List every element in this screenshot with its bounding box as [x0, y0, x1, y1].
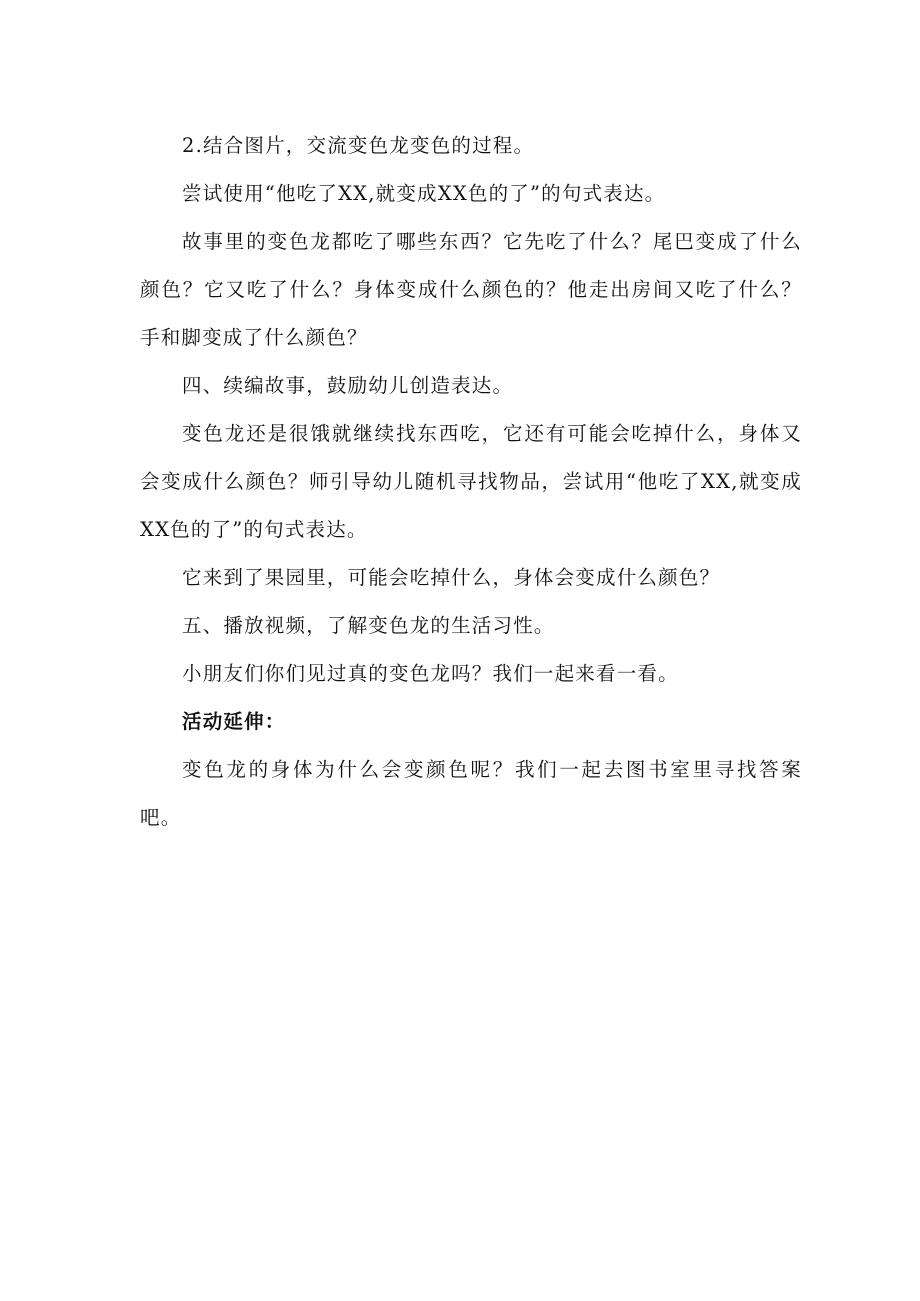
paragraph-orchard: 它来到了果园里，可能会吃掉什么，身体会变成什么颜色？: [182, 566, 721, 589]
section-heading-4: 四、续编故事，鼓励幼儿创造表达。: [182, 374, 514, 397]
paragraph-story-questions: 故事里的变色龙都吃了哪些东西？它先吃了什么？尾巴变成了什么颜色？它又吃了什么？身体变成什么颜色的？他走出房间又吃了什么？手和脚变成了什么颜色？: [140, 230, 802, 349]
paragraph-video: 小朋友们你们见过真的变色龙吗？我们一起来看一看。: [182, 662, 679, 685]
activity-extension-heading: 活动延伸：: [182, 710, 286, 733]
paragraph-continue-story: 变色龙还是很饿就继续找东西吃，它还有可能会吃掉什么，身体又会变成什么颜色？师引导幼儿随机寻找物品，尝试用“他吃了XX,就变成XX色的了”的句式表达。: [140, 422, 802, 541]
paragraph-extension: 变色龙的身体为什么会变颜色呢？我们一起去图书室里寻找答案吧。: [140, 758, 802, 829]
paragraph-step-2: 2.结合图片，交流变色龙变色的过程。: [182, 134, 535, 157]
paragraph-sentence-pattern: 尝试使用“他吃了XX,就变成XX色的了”的句式表达。: [182, 182, 666, 205]
section-heading-5: 五、播放视频，了解变色龙的生活习性。: [182, 614, 555, 637]
